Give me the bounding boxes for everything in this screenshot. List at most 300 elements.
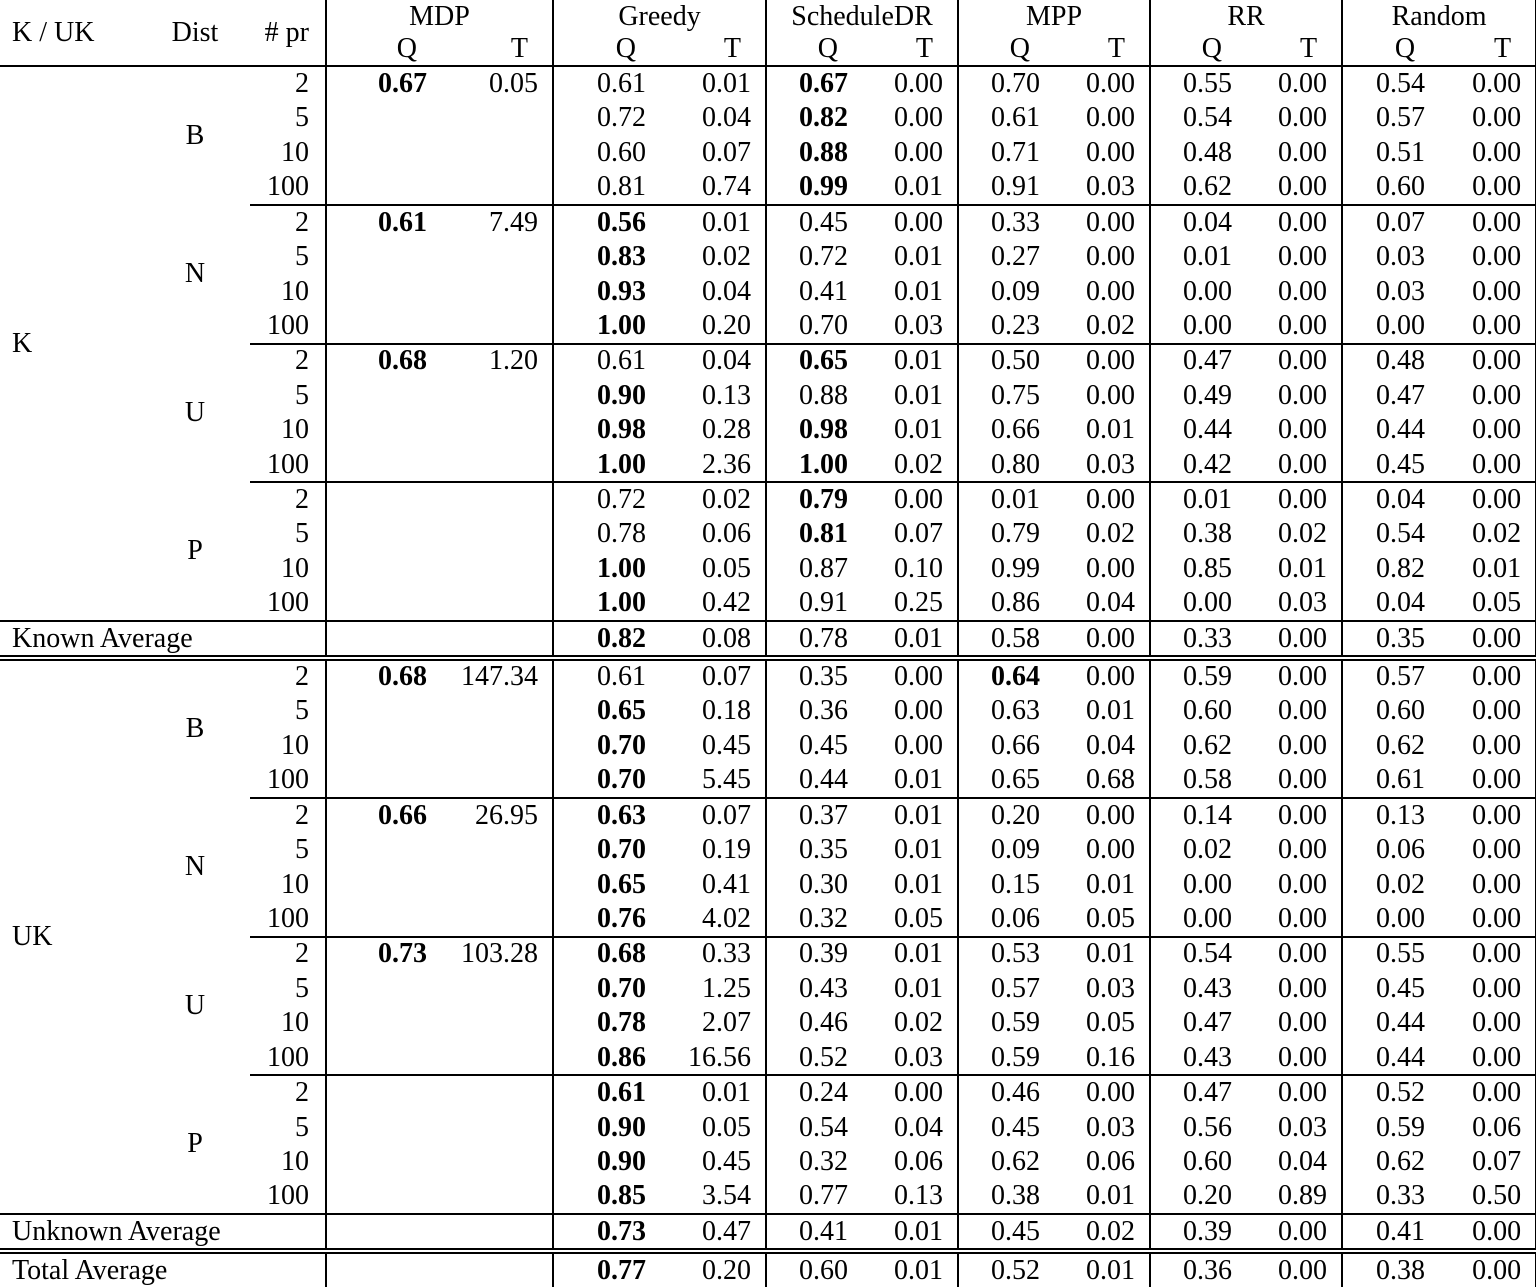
q-value: 0.60 — [1342, 170, 1439, 205]
t-value — [441, 552, 553, 587]
t-value: 0.05 — [702, 1111, 752, 1143]
t-value: 0.00 — [1054, 482, 1150, 517]
q-value: 0.04 — [1342, 482, 1439, 517]
algo-header-mdp: MDP — [326, 0, 553, 33]
t-subheader: T — [1054, 33, 1150, 66]
pr-value: 100 — [267, 763, 309, 795]
pr-value: 10 — [281, 136, 309, 168]
q-value: 0.04 — [1342, 587, 1439, 622]
q-value: 0.61 — [553, 66, 660, 101]
q-value: 0.79 — [958, 517, 1054, 552]
q-value: 0.42 — [1150, 448, 1246, 483]
q-value: 0.04 — [1150, 205, 1246, 240]
q-value: 0.44 — [1342, 413, 1439, 448]
t-value: 0.01 — [894, 868, 944, 900]
q-value: 0.77 — [553, 1251, 660, 1287]
section-label: UK — [12, 921, 53, 953]
q-value: 0.66 — [958, 728, 1054, 763]
q-value: 0.52 — [958, 1251, 1054, 1287]
q-value — [326, 867, 441, 902]
t-value: 0.00 — [1086, 136, 1136, 168]
q-value: 0.65 — [958, 763, 1054, 798]
q-value: 0.62 — [1150, 170, 1246, 205]
q-value: 0.99 — [958, 552, 1054, 587]
t-value: 147.34 — [461, 661, 539, 693]
q-value: 0.88 — [766, 378, 862, 413]
t-value: 0.00 — [862, 482, 958, 517]
t-value: 1.25 — [702, 972, 752, 1004]
t-value: 0.00 — [1439, 240, 1536, 275]
t-value: 0.00 — [1054, 344, 1150, 379]
t-value: 0.07 — [894, 518, 944, 550]
t-value: 0.01 — [862, 1251, 958, 1287]
t-value: 0.42 — [702, 587, 752, 619]
t-value: 0.00 — [1246, 937, 1342, 972]
t-value: 2.07 — [702, 1007, 752, 1039]
q-value — [326, 101, 441, 136]
t-value: 0.00 — [1439, 482, 1536, 517]
t-value: 0.00 — [1278, 67, 1328, 99]
q-value: 0.70 — [553, 728, 660, 763]
t-value: 0.45 — [702, 1146, 752, 1178]
q-value: 0.48 — [1150, 135, 1246, 170]
q-value: 0.73 — [553, 1214, 660, 1251]
algo-header-mpp: MPP — [958, 0, 1150, 33]
q-subheader: Q — [1150, 33, 1246, 66]
q-value: 0.66 — [326, 798, 441, 833]
t-value: 0.50 — [1439, 1180, 1536, 1215]
t-value — [441, 135, 553, 170]
t-value: 0.00 — [894, 695, 944, 727]
q-value: 0.00 — [1150, 274, 1246, 309]
q-value: 0.70 — [766, 309, 862, 344]
t-value: 0.00 — [1086, 67, 1136, 99]
q-value: 0.60 — [766, 1251, 862, 1287]
q-value: 0.43 — [1150, 971, 1246, 1006]
q-value — [326, 448, 441, 483]
q-value: 0.01 — [1150, 240, 1246, 275]
q-value: 0.38 — [958, 1180, 1054, 1215]
q-value: 0.72 — [553, 482, 660, 517]
t-value: 0.00 — [1278, 729, 1328, 761]
pr-value: 100 — [267, 902, 309, 934]
t-value: 0.13 — [894, 1180, 944, 1212]
q-value: 0.00 — [1342, 902, 1439, 937]
q-value: 0.98 — [766, 413, 862, 448]
q-value — [326, 135, 441, 170]
q-value: 0.57 — [958, 971, 1054, 1006]
pr-value: 10 — [281, 868, 309, 900]
t-value: 0.03 — [894, 1041, 944, 1073]
q-subheader: Q — [326, 33, 441, 66]
t-value: 0.01 — [1054, 1251, 1150, 1287]
t-value — [441, 1041, 553, 1076]
t-value: 5.45 — [702, 763, 752, 795]
t-value: 0.01 — [862, 1214, 958, 1251]
col-header-pr: # pr — [250, 0, 326, 66]
t-value: 0.00 — [1278, 902, 1328, 934]
q-value: 0.70 — [958, 66, 1054, 101]
q-value — [326, 170, 441, 205]
t-value: 0.00 — [1278, 170, 1328, 202]
q-value: 0.50 — [958, 344, 1054, 379]
dist-label: P — [187, 535, 203, 567]
t-value: 0.45 — [702, 729, 752, 761]
t-value: 0.00 — [1439, 1214, 1536, 1251]
t-value: 0.00 — [1439, 1006, 1536, 1041]
t-value: 0.04 — [894, 1111, 944, 1143]
t-value: 0.25 — [894, 587, 944, 619]
dist-label: N — [184, 851, 206, 883]
q-value — [326, 552, 441, 587]
t-value: 0.00 — [1439, 274, 1536, 309]
t-value: 0.00 — [1246, 1075, 1342, 1110]
pr-value: 100 — [267, 587, 309, 619]
q-value: 0.20 — [958, 798, 1054, 833]
q-value: 0.82 — [766, 101, 862, 136]
q-value — [326, 1180, 441, 1215]
t-value: 0.06 — [1439, 1110, 1536, 1145]
t-value: 0.00 — [1439, 344, 1536, 379]
t-value — [441, 274, 553, 309]
t-value — [441, 902, 553, 937]
pr-value: 2 — [250, 1075, 326, 1110]
t-value: 0.01 — [894, 275, 944, 307]
t-value — [441, 517, 553, 552]
q-value: 0.88 — [766, 135, 862, 170]
q-value: 0.39 — [766, 937, 862, 972]
q-value: 0.60 — [1150, 694, 1246, 729]
q-value: 0.56 — [553, 205, 660, 240]
t-value: 0.00 — [1439, 658, 1536, 694]
q-subheader: Q — [958, 33, 1054, 66]
t-value — [441, 413, 553, 448]
q-value: 0.32 — [766, 902, 862, 937]
t-value — [441, 240, 553, 275]
q-value: 0.62 — [1150, 728, 1246, 763]
q-subheader: Q — [553, 33, 660, 66]
t-value: 0.00 — [1246, 344, 1342, 379]
t-value: 0.01 — [894, 972, 944, 1004]
q-value: 0.93 — [553, 274, 660, 309]
q-value — [326, 482, 441, 517]
q-value: 0.51 — [1342, 135, 1439, 170]
q-value: 0.70 — [553, 971, 660, 1006]
t-value: 0.89 — [1278, 1180, 1328, 1212]
q-value: 1.00 — [553, 587, 660, 622]
q-value: 0.81 — [766, 517, 862, 552]
q-value: 0.47 — [1150, 1075, 1246, 1110]
t-value: 16.56 — [688, 1041, 752, 1073]
t-value: 0.05 — [702, 553, 752, 585]
q-value — [326, 378, 441, 413]
q-value — [326, 763, 441, 798]
t-value: 0.00 — [1439, 378, 1536, 413]
t-value: 0.01 — [660, 1075, 766, 1110]
t-value: 0.00 — [1278, 833, 1328, 865]
t-value — [441, 309, 553, 344]
col-header-k-uk: K / UK — [0, 0, 140, 66]
q-value: 0.62 — [1342, 728, 1439, 763]
t-value: 0.00 — [1278, 448, 1328, 480]
t-value: 0.02 — [1439, 517, 1536, 552]
q-value: 0.47 — [1342, 378, 1439, 413]
col-header-dist: Dist — [140, 0, 250, 66]
q-value: 0.72 — [553, 101, 660, 136]
q-value: 0.56 — [1150, 1110, 1246, 1145]
q-value: 0.62 — [958, 1145, 1054, 1180]
pr-value: 100 — [267, 1041, 309, 1073]
t-value — [441, 482, 553, 517]
q-value: 0.06 — [1342, 833, 1439, 868]
t-value: 0.00 — [1439, 937, 1536, 972]
t-value — [441, 728, 553, 763]
t-value: 0.00 — [1054, 205, 1150, 240]
q-value: 0.00 — [1342, 309, 1439, 344]
q-value: 0.61 — [326, 205, 441, 240]
q-value: 0.00 — [1150, 587, 1246, 622]
q-value: 0.13 — [1342, 798, 1439, 833]
q-value: 0.45 — [766, 728, 862, 763]
t-value: 0.02 — [702, 240, 752, 272]
t-value: 0.00 — [1246, 482, 1342, 517]
t-value: 0.00 — [1086, 661, 1136, 693]
t-value: 0.01 — [894, 414, 944, 446]
t-value: 0.00 — [894, 67, 944, 99]
t-value: 0.00 — [1054, 798, 1150, 833]
q-value: 0.38 — [1150, 517, 1246, 552]
t-value: 0.02 — [1278, 518, 1328, 550]
pr-value: 10 — [281, 553, 309, 585]
t-value: 7.49 — [441, 205, 553, 240]
t-value: 0.01 — [862, 937, 958, 972]
t-value: 0.00 — [1439, 448, 1536, 483]
t-value: 0.04 — [1086, 729, 1136, 761]
t-subheader: T — [1246, 33, 1342, 66]
t-value: 0.00 — [1439, 621, 1536, 658]
pr-value: 5 — [295, 695, 309, 727]
q-value: 0.44 — [766, 763, 862, 798]
q-value: 0.68 — [553, 937, 660, 972]
q-value: 0.14 — [1150, 798, 1246, 833]
t-value — [441, 1075, 553, 1110]
t-value: 0.19 — [702, 833, 752, 865]
dist-label: U — [184, 397, 206, 429]
t-value: 0.00 — [1439, 135, 1536, 170]
t-value: 0.06 — [894, 1146, 944, 1178]
t-value: 0.00 — [1278, 414, 1328, 446]
t-value: 0.16 — [1086, 1041, 1136, 1073]
t-value: 0.00 — [1439, 1041, 1536, 1076]
t-value: 0.00 — [1278, 240, 1328, 272]
algo-header-rr: RR — [1150, 0, 1342, 33]
t-value: 0.01 — [660, 205, 766, 240]
t-value — [441, 101, 553, 136]
q-value: 0.33 — [1342, 1180, 1439, 1215]
t-value: 0.13 — [702, 379, 752, 411]
t-value: 0.02 — [1054, 1214, 1150, 1251]
pr-value: 5 — [295, 240, 309, 272]
t-value — [441, 1006, 553, 1041]
t-value: 0.01 — [702, 67, 752, 99]
q-value: 0.38 — [1342, 1251, 1439, 1287]
q-value: 0.59 — [958, 1006, 1054, 1041]
t-value: 0.04 — [1278, 1146, 1328, 1178]
q-value: 0.67 — [326, 66, 441, 101]
q-value: 0.76 — [553, 902, 660, 937]
t-value: 0.74 — [702, 170, 752, 202]
t-value: 0.01 — [894, 170, 944, 202]
t-value: 0.01 — [862, 798, 958, 833]
q-value: 0.44 — [1342, 1006, 1439, 1041]
t-value: 0.00 — [1439, 66, 1536, 101]
q-value: 0.78 — [553, 517, 660, 552]
t-value: 0.18 — [702, 695, 752, 727]
pr-value: 5 — [295, 518, 309, 550]
t-value: 4.02 — [702, 902, 752, 934]
q-subheader: Q — [1342, 33, 1439, 66]
t-value: 0.10 — [894, 553, 944, 585]
q-value: 0.00 — [1150, 309, 1246, 344]
q-value: 0.63 — [553, 798, 660, 833]
q-value: 0.03 — [1342, 274, 1439, 309]
q-value: 0.43 — [1150, 1041, 1246, 1076]
q-value: 0.45 — [1342, 971, 1439, 1006]
t-value: 0.41 — [702, 868, 752, 900]
t-value: 103.28 — [441, 937, 553, 972]
algo-header-random: Random — [1342, 0, 1536, 33]
t-value: 0.00 — [1278, 1007, 1328, 1039]
t-value: 0.00 — [1086, 833, 1136, 865]
t-value: 3.54 — [702, 1180, 752, 1212]
q-value: 0.45 — [766, 205, 862, 240]
q-value: 0.35 — [766, 658, 862, 694]
q-value: 0.33 — [958, 205, 1054, 240]
q-value: 0.55 — [1150, 66, 1246, 101]
pr-value: 100 — [267, 448, 309, 480]
t-value: 0.00 — [1278, 309, 1328, 341]
t-value: 0.00 — [1086, 379, 1136, 411]
t-value: 0.00 — [1278, 275, 1328, 307]
t-value: 0.03 — [1086, 972, 1136, 1004]
q-value: 0.75 — [958, 378, 1054, 413]
q-value: 0.41 — [1342, 1214, 1439, 1251]
q-value: 0.23 — [958, 309, 1054, 344]
t-value: 0.00 — [1439, 971, 1536, 1006]
q-value: 0.24 — [766, 1075, 862, 1110]
q-value: 0.47 — [1150, 344, 1246, 379]
q-value — [326, 1041, 441, 1076]
t-value: 0.01 — [894, 379, 944, 411]
t-value: 0.03 — [1086, 448, 1136, 480]
q-value: 0.64 — [958, 658, 1054, 694]
q-value: 0.61 — [958, 101, 1054, 136]
q-value: 0.07 — [1342, 205, 1439, 240]
q-value — [326, 621, 441, 658]
t-value: 0.04 — [702, 275, 752, 307]
q-value: 0.41 — [766, 274, 862, 309]
q-value: 0.33 — [1150, 621, 1246, 658]
t-value: 0.03 — [1086, 1111, 1136, 1143]
t-value: 0.01 — [1086, 695, 1136, 727]
q-value: 0.60 — [553, 135, 660, 170]
pr-value: 5 — [295, 379, 309, 411]
q-value — [326, 833, 441, 868]
q-value — [326, 240, 441, 275]
q-value: 0.35 — [1342, 621, 1439, 658]
t-value: 0.01 — [1278, 553, 1328, 585]
q-value: 0.54 — [1150, 937, 1246, 972]
t-value: 1.20 — [441, 344, 553, 379]
q-value: 0.82 — [553, 621, 660, 658]
q-value: 0.60 — [1150, 1145, 1246, 1180]
q-value: 0.43 — [766, 971, 862, 1006]
t-value: 0.02 — [894, 448, 944, 480]
q-value: 0.98 — [553, 413, 660, 448]
t-value: 0.20 — [702, 309, 752, 341]
t-value — [441, 1180, 553, 1215]
t-value: 0.01 — [1054, 937, 1150, 972]
q-value — [326, 728, 441, 763]
q-value: 0.90 — [553, 378, 660, 413]
t-value: 0.00 — [1246, 798, 1342, 833]
q-value: 1.00 — [553, 309, 660, 344]
t-value — [441, 1214, 553, 1251]
q-value: 0.68 — [326, 658, 441, 694]
q-value: 0.27 — [958, 240, 1054, 275]
q-value: 0.63 — [958, 694, 1054, 729]
q-value — [326, 1251, 441, 1287]
t-value — [441, 1145, 553, 1180]
t-value: 0.07 — [702, 136, 752, 168]
average-label: Unknown Average — [0, 1214, 326, 1251]
q-value: 0.35 — [766, 833, 862, 868]
q-value: 0.99 — [766, 170, 862, 205]
t-value — [441, 587, 553, 622]
q-value — [326, 694, 441, 729]
t-value: 0.00 — [1278, 379, 1328, 411]
q-value: 0.90 — [553, 1110, 660, 1145]
t-value: 0.02 — [1086, 518, 1136, 550]
q-value: 0.47 — [1150, 1006, 1246, 1041]
q-value: 0.59 — [1342, 1110, 1439, 1145]
q-value: 0.91 — [958, 170, 1054, 205]
pr-value: 2 — [250, 798, 326, 833]
pr-value: 2 — [250, 482, 326, 517]
t-value: 0.03 — [894, 309, 944, 341]
q-value: 0.70 — [553, 833, 660, 868]
t-value: 0.00 — [1086, 275, 1136, 307]
t-value: 0.00 — [1439, 1075, 1536, 1110]
t-value: 0.06 — [1086, 1146, 1136, 1178]
t-value: 0.00 — [862, 205, 958, 240]
pr-value: 10 — [281, 275, 309, 307]
t-value: 0.05 — [489, 67, 539, 99]
q-value: 0.57 — [1342, 658, 1439, 694]
t-value: 0.00 — [1054, 621, 1150, 658]
t-value: 2.36 — [702, 448, 752, 480]
pr-value: 2 — [250, 937, 326, 972]
q-value: 0.44 — [1150, 413, 1246, 448]
t-value: 0.00 — [1278, 695, 1328, 727]
pr-value: 5 — [295, 972, 309, 1004]
t-value: 0.00 — [1439, 833, 1536, 868]
t-value: 0.00 — [894, 729, 944, 761]
q-value: 0.06 — [958, 902, 1054, 937]
q-value — [326, 1214, 441, 1251]
t-value — [441, 763, 553, 798]
q-value: 0.70 — [553, 763, 660, 798]
